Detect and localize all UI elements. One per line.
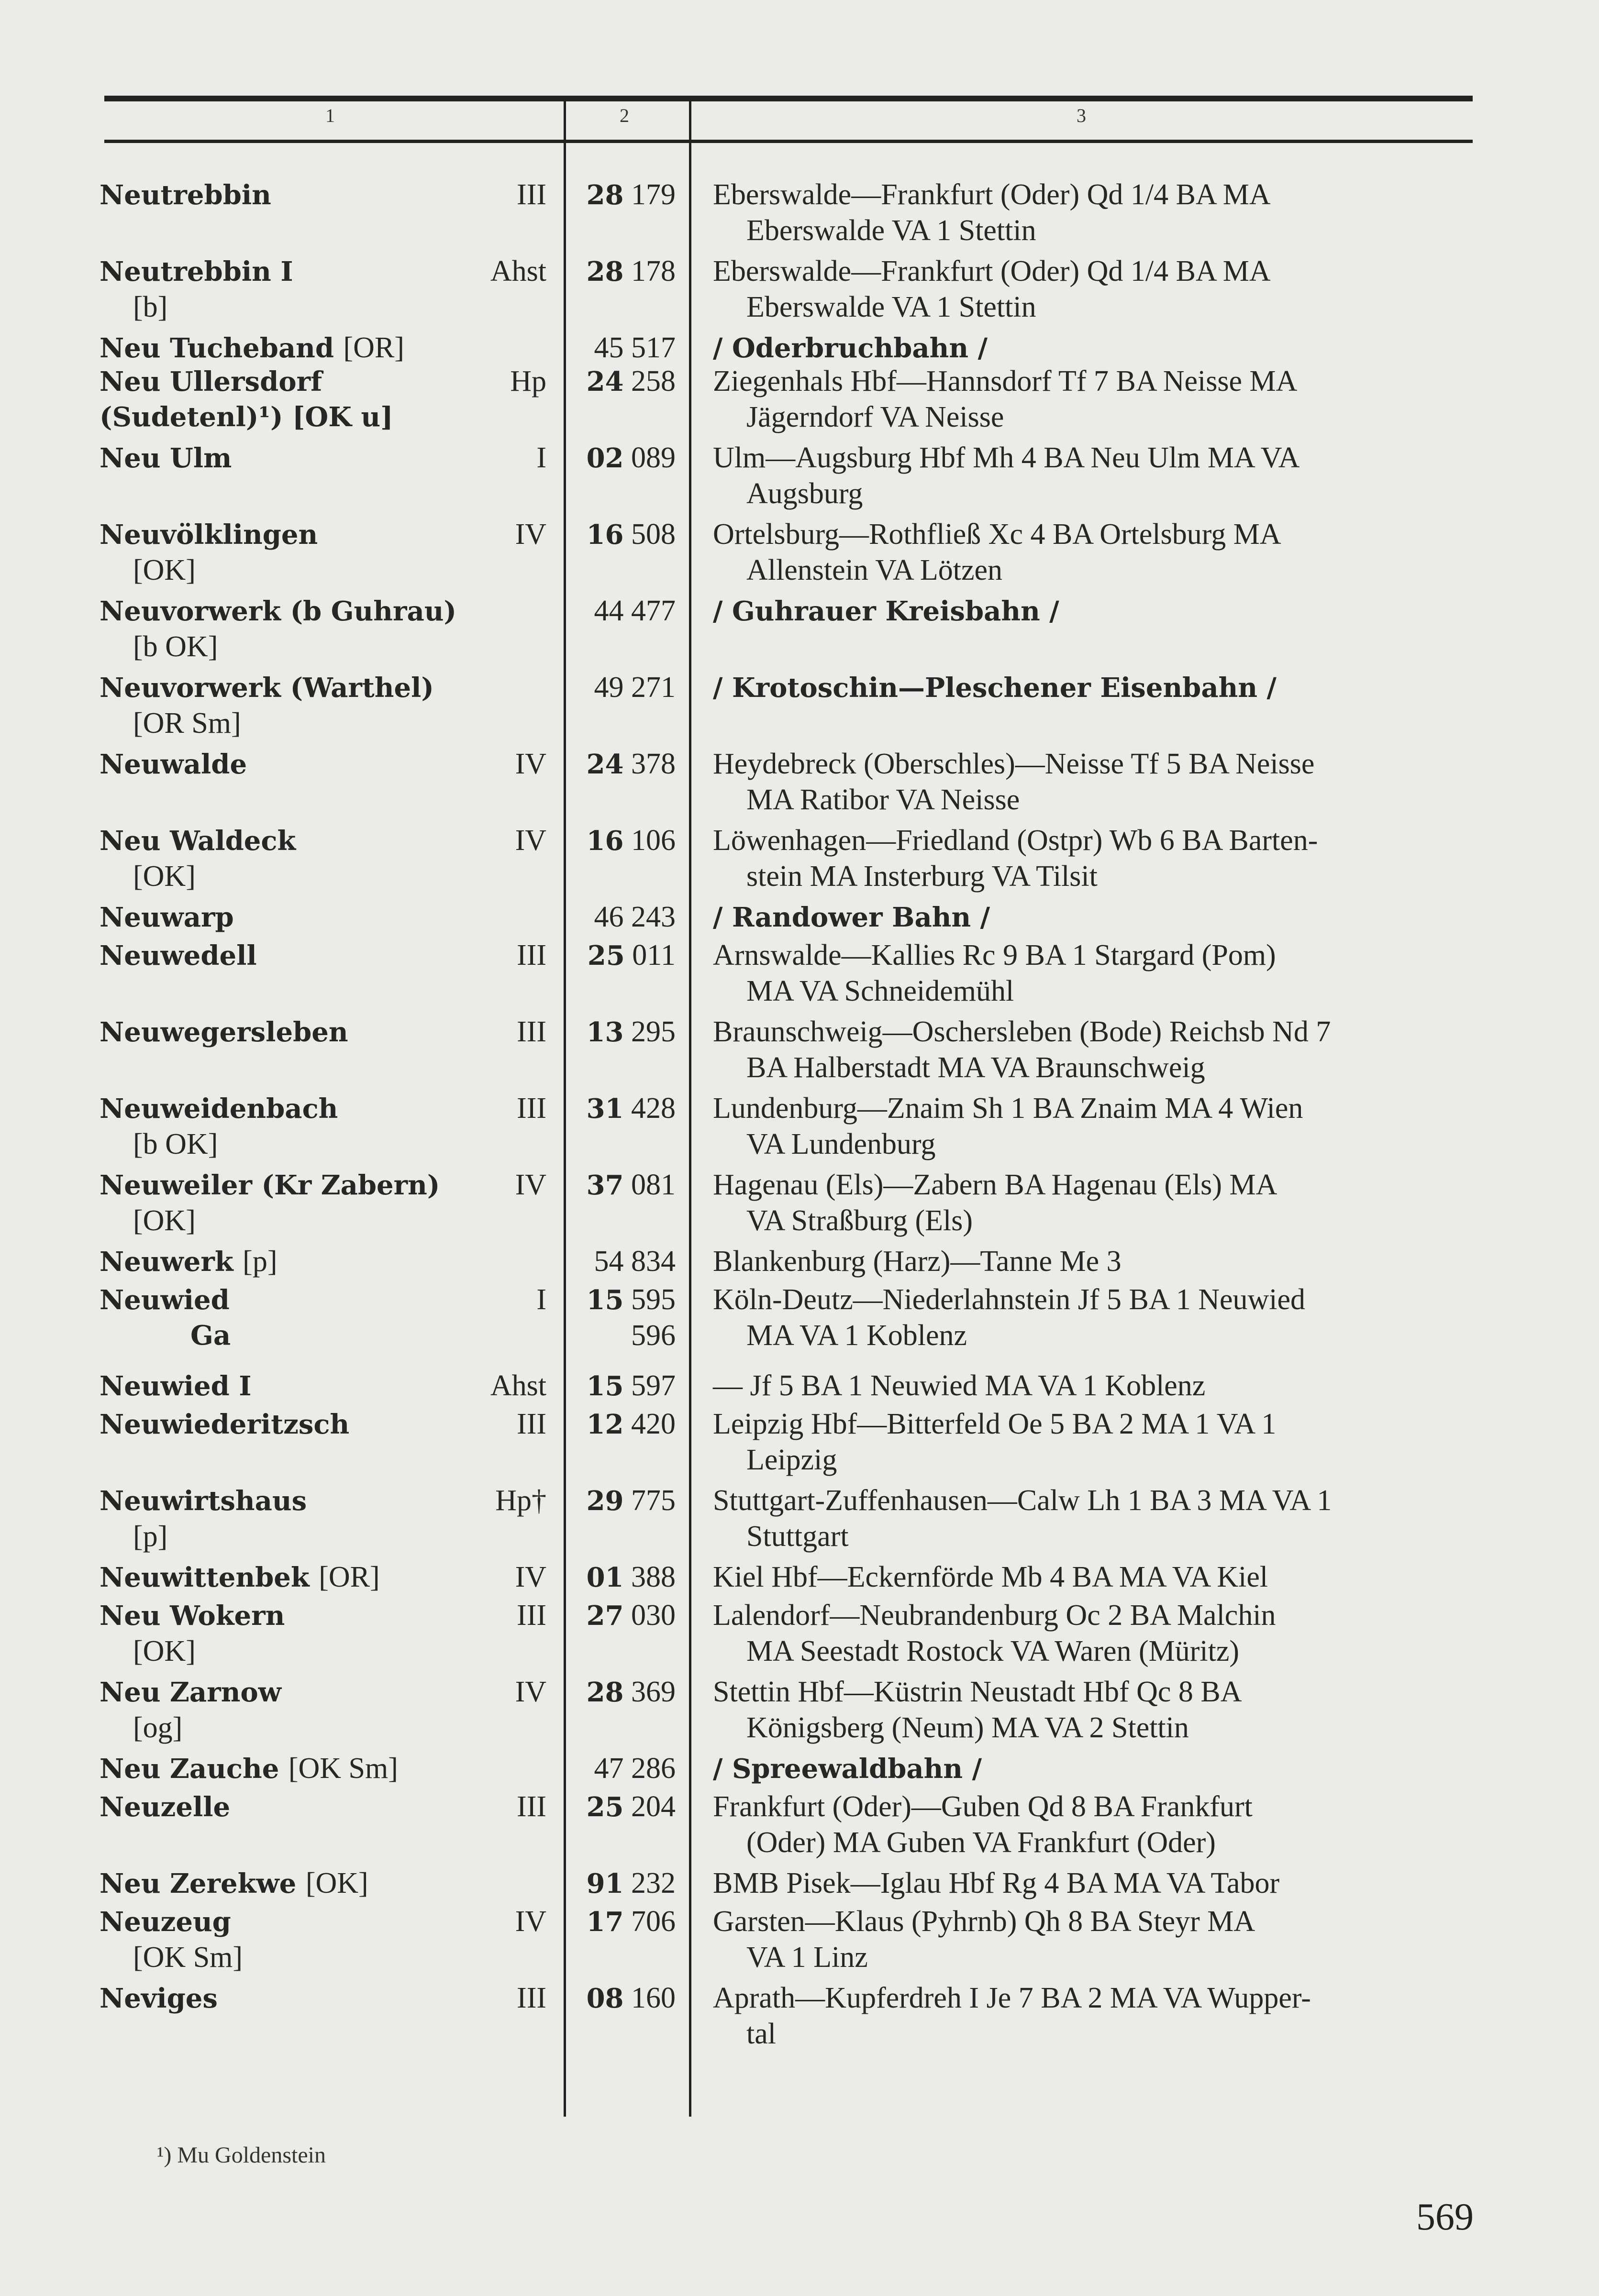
railway-line-name: / Krotoschin—Pleschener Eisenbahn / bbox=[713, 672, 1277, 704]
station-class: III bbox=[517, 939, 546, 971]
station-name-text: Neu Ulm bbox=[100, 442, 232, 474]
station-name bbox=[100, 1980, 473, 2016]
station-number bbox=[587, 1483, 676, 1519]
route-text: Frankfurt (Oder)—Guben Qd 8 BA Frankfurt bbox=[713, 1790, 1253, 1823]
station-number bbox=[594, 670, 676, 706]
station-number-suffix: 011 bbox=[632, 939, 676, 971]
route-text: Löwenhagen—Friedland (Ostpr) Wb 6 BA Barten- bbox=[713, 824, 1318, 857]
station-name-text: Neuweidenbach bbox=[100, 1093, 338, 1125]
station-class: III bbox=[517, 1790, 546, 1823]
route-description bbox=[713, 1751, 1478, 1787]
route-description bbox=[713, 1559, 1478, 1595]
station-number-prefix: 16 bbox=[586, 825, 624, 857]
station-class: III bbox=[517, 1408, 546, 1440]
station-name bbox=[100, 440, 473, 476]
station-name bbox=[100, 938, 473, 973]
station-name bbox=[100, 1244, 473, 1280]
station-name-note: [OR] bbox=[343, 331, 404, 364]
station-number bbox=[587, 1282, 676, 1353]
route-description bbox=[713, 1674, 1478, 1745]
station-name bbox=[100, 593, 473, 664]
station-number-prefix: 31 bbox=[586, 1093, 624, 1125]
station-class: Hp bbox=[510, 365, 546, 397]
route-text: Braunschweig—Oschersleben (Bode) Reichsb Nd 7 bbox=[713, 1016, 1331, 1048]
station-class: IV bbox=[515, 1676, 546, 1708]
station-name bbox=[100, 330, 473, 366]
route-text-line2: Eberswalde VA 1 Stettin bbox=[746, 214, 1036, 247]
station-name-note: [OK Sm] bbox=[288, 1752, 398, 1785]
railway-line-name: / Randower Bahn / bbox=[713, 902, 990, 933]
route-text: Hagenau (Els)—Zabern BA Hagenau (Els) MA bbox=[713, 1169, 1277, 1201]
station-number-prefix: 28 bbox=[586, 256, 624, 287]
station-name-text: Neuweiler (Kr Zabern) bbox=[100, 1170, 440, 1201]
route-text: Ulm—Augsburg Hbf Mh 4 BA Neu Ulm MA VA bbox=[713, 442, 1300, 474]
station-number-suffix: 369 bbox=[631, 1676, 676, 1708]
station-number bbox=[587, 1789, 676, 1825]
station-number-suffix: 420 bbox=[631, 1408, 676, 1440]
station-number-suffix: 49 271 bbox=[594, 671, 676, 704]
railway-line-name: / Oderbruchbahn / bbox=[713, 332, 988, 364]
station-name-text: Neuwedell bbox=[100, 940, 257, 971]
route-text: BMB Pisek—Iglau Hbf Rg 4 BA MA VA Tabor bbox=[713, 1867, 1280, 1899]
route-description bbox=[713, 1789, 1478, 1860]
station-class: I bbox=[536, 442, 546, 474]
station-name-text: Neuwittenbek bbox=[100, 1562, 310, 1593]
station-name-line2: [OR Sm] bbox=[133, 707, 241, 740]
route-description bbox=[713, 1167, 1478, 1238]
station-number-suffix: 508 bbox=[631, 518, 676, 551]
route-description bbox=[713, 1598, 1478, 1669]
station-name-text: Neu Zerekwe bbox=[100, 1868, 297, 1899]
route-text-line2: Jägerndorf VA Neisse bbox=[746, 401, 1004, 433]
station-name bbox=[100, 1674, 473, 1745]
route-text: Aprath—Kupferdreh I Je 7 BA 2 MA VA Wupper- bbox=[713, 1982, 1311, 2014]
station-name bbox=[100, 1282, 473, 1353]
station-number-prefix: 16 bbox=[586, 519, 624, 551]
station-name-text: Neuwied bbox=[100, 1284, 230, 1316]
station-number-prefix: 13 bbox=[586, 1016, 624, 1048]
station-class: III bbox=[517, 178, 546, 211]
station-name-text: Neu Zarnow bbox=[100, 1677, 281, 1708]
route-text: Arnswalde—Kallies Rc 9 BA 1 Stargard (Pom) bbox=[713, 939, 1276, 971]
station-class: III bbox=[517, 1016, 546, 1048]
station-name bbox=[100, 1559, 473, 1595]
station-number-prefix: 15 bbox=[586, 1284, 624, 1316]
station-class: Ahst bbox=[490, 1369, 546, 1402]
station-number bbox=[594, 593, 676, 629]
route-description bbox=[713, 330, 1478, 366]
station-name bbox=[100, 1866, 473, 1901]
route-text: Heydebreck (Oberschles)—Neisse Tf 5 BA Neisse bbox=[713, 748, 1315, 780]
station-name bbox=[100, 1091, 473, 1162]
station-number bbox=[587, 1014, 676, 1050]
station-number-suffix: 706 bbox=[631, 1905, 676, 1938]
station-number-suffix: 44 477 bbox=[594, 595, 676, 627]
route-description bbox=[713, 938, 1478, 1009]
station-number-suffix: 089 bbox=[631, 442, 676, 474]
station-class: IV bbox=[515, 748, 546, 780]
station-name bbox=[100, 1751, 473, 1787]
route-description bbox=[713, 1282, 1478, 1353]
station-number bbox=[587, 1598, 676, 1634]
station-name-text: Neuwegersleben bbox=[100, 1016, 348, 1048]
station-name-text: Neuzelle bbox=[100, 1791, 231, 1823]
station-number-suffix: 595 bbox=[631, 1283, 676, 1316]
station-number-prefix: 01 bbox=[586, 1562, 624, 1593]
station-name-text: Neuvorwerk (b Guhrau) bbox=[100, 596, 456, 627]
station-name-note: [OR] bbox=[319, 1561, 380, 1593]
station-class: III bbox=[517, 1092, 546, 1125]
route-text-line2: Augsburg bbox=[746, 477, 863, 510]
station-number-line2: 596 bbox=[631, 1319, 676, 1352]
station-number-prefix: 27 bbox=[586, 1600, 624, 1632]
route-text-line2: Stuttgart bbox=[746, 1520, 849, 1553]
station-number-suffix: 160 bbox=[631, 1982, 676, 2014]
station-name bbox=[100, 1014, 473, 1050]
station-number-suffix: 204 bbox=[631, 1790, 676, 1823]
route-text-line2: VA Lundenburg bbox=[746, 1128, 936, 1160]
route-text-line2: VA Straßburg (Els) bbox=[746, 1204, 973, 1237]
station-name bbox=[100, 177, 473, 213]
route-description bbox=[713, 177, 1478, 248]
route-description bbox=[713, 1904, 1478, 1975]
station-number-suffix: 45 517 bbox=[594, 331, 676, 364]
route-text: Leipzig Hbf—Bitterfeld Oe 5 BA 2 MA 1 VA 1 bbox=[713, 1408, 1277, 1440]
route-text-line2: BA Halberstadt MA VA Braunschweig bbox=[746, 1051, 1205, 1084]
route-text: Stuttgart-Zuffenhausen—Calw Lh 1 BA 3 MA VA 1 bbox=[713, 1484, 1332, 1517]
station-number bbox=[587, 1368, 676, 1404]
station-number bbox=[587, 254, 676, 289]
route-text: Kiel Hbf—Eckernförde Mb 4 BA MA VA Kiel bbox=[713, 1561, 1268, 1593]
station-name-line2: [b OK] bbox=[133, 1128, 218, 1160]
station-number bbox=[587, 1406, 676, 1442]
station-number-suffix: 232 bbox=[631, 1867, 676, 1899]
station-class: IV bbox=[515, 1561, 546, 1593]
route-text-line2: (Oder) MA Guben VA Frankfurt (Oder) bbox=[746, 1826, 1216, 1859]
station-class: IV bbox=[515, 518, 546, 551]
route-text-line2: MA VA Schneidemühl bbox=[746, 975, 1014, 1007]
station-number-prefix: 37 bbox=[586, 1170, 624, 1201]
route-text-line2: tal bbox=[746, 2018, 776, 2050]
route-text-line2: MA Ratibor VA Neisse bbox=[746, 784, 1020, 816]
station-name-text: Neviges bbox=[100, 1983, 218, 2014]
route-text: Eberswalde—Frankfurt (Oder) Qd 1/4 BA MA bbox=[713, 255, 1271, 287]
station-name-text: Neuwirtshaus bbox=[100, 1485, 307, 1517]
station-name bbox=[100, 670, 473, 741]
station-number bbox=[587, 1559, 676, 1595]
station-number bbox=[594, 1751, 676, 1787]
station-name-line2: Ga bbox=[190, 1320, 231, 1351]
station-number bbox=[587, 177, 676, 213]
station-name bbox=[100, 254, 473, 325]
route-description bbox=[713, 1980, 1478, 2052]
route-text-line2: stein MA Insterburg VA Tilsit bbox=[746, 860, 1098, 893]
station-name bbox=[100, 1406, 473, 1442]
station-name-text: Neu Waldeck bbox=[100, 825, 296, 857]
station-name bbox=[100, 1598, 473, 1669]
station-number bbox=[587, 1167, 676, 1203]
station-number-prefix: 17 bbox=[586, 1906, 624, 1938]
route-description bbox=[713, 1866, 1478, 1901]
station-class: Ahst bbox=[490, 255, 546, 287]
station-number bbox=[594, 1244, 676, 1280]
station-number bbox=[587, 746, 676, 782]
railway-line-name: / Guhrauer Kreisbahn / bbox=[713, 596, 1059, 627]
station-number bbox=[587, 1091, 676, 1126]
station-name bbox=[100, 364, 473, 435]
station-name-text: Neu Zauche bbox=[100, 1753, 279, 1785]
station-number-suffix: 388 bbox=[631, 1561, 676, 1593]
station-name bbox=[100, 1483, 473, 1554]
station-number-prefix: 91 bbox=[586, 1868, 624, 1899]
route-text: Lalendorf—Neubrandenburg Oc 2 BA Malchin bbox=[713, 1599, 1276, 1632]
station-name-text: Neutrebbin bbox=[100, 179, 271, 211]
station-number-suffix: 597 bbox=[631, 1369, 676, 1402]
station-number bbox=[587, 1980, 676, 2016]
station-name-line2: [p] bbox=[133, 1520, 168, 1553]
station-number-prefix: 08 bbox=[586, 1983, 624, 2014]
station-name bbox=[100, 1167, 473, 1238]
station-name-text: Neu Tucheband bbox=[100, 332, 334, 364]
station-name-line2: [OK] bbox=[133, 860, 196, 893]
station-name bbox=[100, 746, 473, 782]
station-name-line2: [OK] bbox=[133, 1204, 196, 1237]
page-number: 569 bbox=[1416, 2196, 1474, 2238]
route-text: Köln-Deutz—Niederlahnstein Jf 5 BA 1 Neuwied bbox=[713, 1283, 1306, 1316]
route-text: Blankenburg (Harz)—Tanne Me 3 bbox=[713, 1245, 1122, 1278]
route-text: Ziegenhals Hbf—Hannsdorf Tf 7 BA Neisse MA bbox=[713, 365, 1298, 397]
station-number-prefix: 02 bbox=[586, 442, 624, 474]
station-number-prefix: 15 bbox=[586, 1370, 624, 1402]
footnote: ¹) Mu Goldenstein bbox=[157, 2142, 326, 2168]
station-name bbox=[100, 517, 473, 588]
station-name-line2: [og] bbox=[133, 1711, 183, 1744]
station-name-note: [OK] bbox=[305, 1867, 368, 1899]
station-number-prefix: 12 bbox=[586, 1409, 624, 1440]
route-text-line2: Eberswalde VA 1 Stettin bbox=[746, 291, 1036, 323]
station-name-text: Neuwied I bbox=[100, 1370, 252, 1402]
station-name-text: Neu Wokern bbox=[100, 1600, 285, 1632]
station-name-line2: [OK Sm] bbox=[133, 1941, 243, 1974]
station-name-text: Neuwalde bbox=[100, 749, 247, 780]
station-number-suffix: 428 bbox=[631, 1092, 676, 1125]
station-name-line2: [b] bbox=[133, 291, 168, 323]
station-number bbox=[588, 938, 676, 973]
station-number-suffix: 106 bbox=[631, 824, 676, 857]
station-class: III bbox=[517, 1982, 546, 2014]
station-number bbox=[587, 440, 676, 476]
station-name-text: Neutrebbin I bbox=[100, 256, 293, 287]
station-class: I bbox=[536, 1283, 546, 1316]
station-name-line2: [OK] bbox=[133, 554, 196, 586]
route-description bbox=[713, 823, 1478, 894]
station-name-note: [p] bbox=[243, 1245, 278, 1278]
station-number-prefix: 24 bbox=[586, 366, 624, 397]
station-number-suffix: 295 bbox=[631, 1016, 676, 1048]
station-number-suffix: 46 243 bbox=[594, 901, 676, 933]
route-description bbox=[713, 746, 1478, 817]
station-name-text: Neu Ullersdorf bbox=[100, 366, 322, 397]
station-number bbox=[587, 517, 676, 552]
route-text-line2: MA Seestadt Rostock VA Waren (Müritz) bbox=[746, 1635, 1239, 1667]
column-header-1: 1 bbox=[325, 105, 335, 126]
station-name bbox=[100, 899, 473, 935]
station-name-line2: (Sudetenl)¹) [OK u] bbox=[100, 401, 393, 433]
station-name bbox=[100, 1368, 473, 1404]
station-name-text: Neuvorwerk (Warthel) bbox=[100, 672, 434, 704]
route-text: Eberswalde—Frankfurt (Oder) Qd 1/4 BA MA bbox=[713, 178, 1271, 211]
station-number-prefix: 29 bbox=[586, 1485, 624, 1517]
station-name-text: Neuwiederitzsch bbox=[100, 1409, 350, 1440]
route-text-line2: VA 1 Linz bbox=[746, 1941, 868, 1974]
route-description bbox=[713, 670, 1478, 706]
route-text-line2: MA VA 1 Koblenz bbox=[746, 1319, 967, 1352]
station-name-text: Neuwarp bbox=[100, 902, 234, 933]
route-text: Ortelsburg—Rothfließ Xc 4 BA Ortelsburg MA bbox=[713, 518, 1281, 551]
station-number-prefix: 25 bbox=[586, 1791, 624, 1823]
station-number-suffix: 081 bbox=[631, 1169, 676, 1201]
route-description bbox=[713, 364, 1478, 435]
station-number bbox=[594, 899, 676, 935]
station-name-text: Neuvölklingen bbox=[100, 519, 318, 551]
route-description bbox=[713, 1244, 1478, 1280]
route-description bbox=[713, 440, 1478, 511]
route-description bbox=[713, 899, 1478, 935]
station-number-prefix: 28 bbox=[586, 1677, 624, 1708]
station-number-suffix: 178 bbox=[631, 255, 676, 287]
station-number bbox=[587, 1674, 676, 1710]
station-class: III bbox=[517, 1599, 546, 1632]
station-number-suffix: 775 bbox=[631, 1484, 676, 1517]
route-description bbox=[713, 254, 1478, 325]
station-number bbox=[587, 823, 676, 859]
station-number-suffix: 378 bbox=[631, 748, 676, 780]
station-number-suffix: 54 834 bbox=[594, 1245, 676, 1278]
station-number-prefix: 25 bbox=[587, 940, 625, 971]
station-class: IV bbox=[515, 1905, 546, 1938]
station-name-text: Neuzeug bbox=[100, 1906, 231, 1938]
station-number-prefix: 24 bbox=[586, 749, 624, 780]
route-description bbox=[713, 1406, 1478, 1478]
station-class: IV bbox=[515, 824, 546, 857]
route-text-line2: Königsberg (Neum) MA VA 2 Stettin bbox=[746, 1711, 1189, 1744]
route-description bbox=[713, 1014, 1478, 1085]
station-number-suffix: 179 bbox=[631, 178, 676, 211]
station-number-prefix: 28 bbox=[586, 179, 624, 211]
route-description bbox=[713, 517, 1478, 588]
route-description bbox=[713, 1483, 1478, 1554]
route-text-line2: Allenstein VA Lötzen bbox=[746, 554, 1002, 586]
route-text: Garsten—Klaus (Pyhrnb) Qh 8 BA Steyr MA bbox=[713, 1905, 1255, 1938]
station-name-line2: [b OK] bbox=[133, 630, 218, 663]
station-number-suffix: 258 bbox=[631, 365, 676, 397]
station-number bbox=[587, 1904, 676, 1940]
route-text: Stettin Hbf—Küstrin Neustadt Hbf Qc 8 BA bbox=[713, 1676, 1242, 1708]
station-number-suffix: 47 286 bbox=[594, 1752, 676, 1785]
station-class: IV bbox=[515, 1169, 546, 1201]
route-text-line2: Leipzig bbox=[746, 1444, 837, 1476]
column-header-2: 2 bbox=[620, 105, 629, 126]
station-number bbox=[594, 330, 676, 366]
station-name bbox=[100, 1789, 473, 1825]
route-description bbox=[713, 1091, 1478, 1162]
route-description bbox=[713, 1368, 1478, 1404]
station-name-text: Neuwerk bbox=[100, 1246, 233, 1278]
railway-line-name: / Spreewaldbahn / bbox=[713, 1753, 982, 1785]
station-number bbox=[587, 1866, 676, 1901]
station-class: Hp† bbox=[495, 1484, 546, 1517]
route-text: Lundenburg—Znaim Sh 1 BA Znaim MA 4 Wien bbox=[713, 1092, 1303, 1125]
station-name bbox=[100, 823, 473, 894]
station-number-suffix: 030 bbox=[631, 1599, 676, 1632]
column-header-3: 3 bbox=[1077, 105, 1086, 126]
station-name bbox=[100, 1904, 473, 1975]
station-number bbox=[587, 364, 676, 399]
station-name-line2: [OK] bbox=[133, 1635, 196, 1667]
route-text: — Jf 5 BA 1 Neuwied MA VA 1 Koblenz bbox=[713, 1369, 1206, 1402]
route-description bbox=[713, 593, 1478, 629]
